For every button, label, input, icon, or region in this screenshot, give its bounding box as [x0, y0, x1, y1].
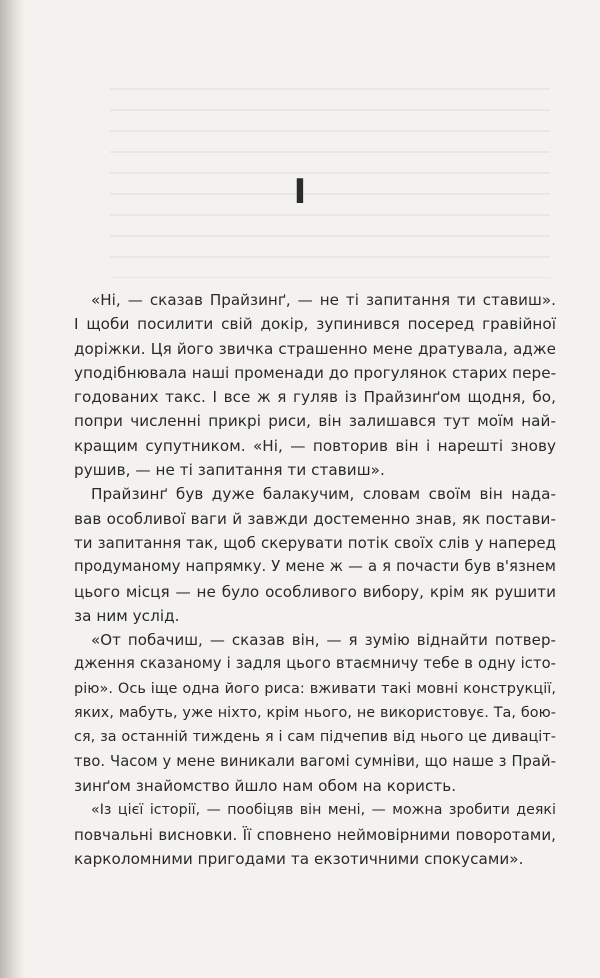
text-line: ти запитання так, щоб скерувати потік своїх слів у напеpед — [74, 533, 556, 552]
text-line: «Ні, — сказав Прайзинґ, — не ті запитання ти ставиш». — [91, 291, 556, 309]
text-line: цього місця — не було особливого вибору, крім як рушити — [74, 582, 556, 601]
text-line: продуманому напрямку. У мене ж — а я почасти був в'язнем — [74, 558, 556, 576]
text-line: рію». Ось іще одна його риса: вживати такі мовні конструкції, — [74, 680, 556, 697]
text-line: І щоби посилити свій докір, зупинився посеред гравійної — [74, 315, 556, 334]
text-line: зинґом знайомство йшло нам обом на користь. — [74, 776, 457, 795]
text-line: уподібнювала наші променади до прогулянок старих пере- — [74, 363, 557, 382]
text-line: рушив, — не ті запитання ти ставиш». — [74, 461, 385, 480]
paragraph-1 — [74, 288, 556, 482]
text-line: тво. Часом у мене виникали вагомі сумніви, що наше з Прай- — [74, 752, 556, 770]
paragraph-4 — [74, 798, 556, 871]
text-line: попри численні прикрі риси, він залишався тут моїм най- — [74, 412, 556, 431]
paragraph-2 — [74, 482, 556, 628]
text-line: вав особливої ваги й завжди достеменно знав, як постави- — [74, 509, 556, 528]
text-line: доріжки. Ця його звичка страшенно мене дратувала, адже — [74, 339, 556, 358]
text-line: яких, мабуть, уже ніхто, крім нього, не використовує. Та, бою- — [74, 705, 556, 722]
text-line: ся, за останній тиждень я і сам підчепив від нього це диваціт- — [74, 729, 556, 746]
chapter-number: I — [293, 172, 307, 212]
text-line: «От побачиш, — сказав він, — я зумію віднайти потвер- — [91, 631, 556, 650]
page-gutter-shadow — [0, 0, 26, 978]
text-line: Прайзинґ був дуже балакучим, словам своїм він нада- — [91, 485, 556, 504]
text-line: кращим супутником. «Ні, — повторив він і нарешті знову — [74, 436, 556, 455]
text-line: карколомними пригодами та екзотичними спокусами». — [74, 849, 524, 868]
text-line: дження сказаному і задля цього втаємничу тебе в одну істо- — [74, 655, 556, 673]
text-line: за ним услід. — [74, 606, 180, 625]
text-line: повчальні висновки. Її сповнено неймовірними поворотами, — [74, 825, 556, 844]
paragraph-3 — [74, 628, 556, 798]
body-text — [74, 288, 556, 871]
text-line: годованих такс. І все ж я гуляв із Прайзинґом щодня, бо, — [74, 388, 556, 407]
text-line: «Із цієї історії, — пообіцяв він мені, — можна зробити деякі — [91, 802, 556, 819]
